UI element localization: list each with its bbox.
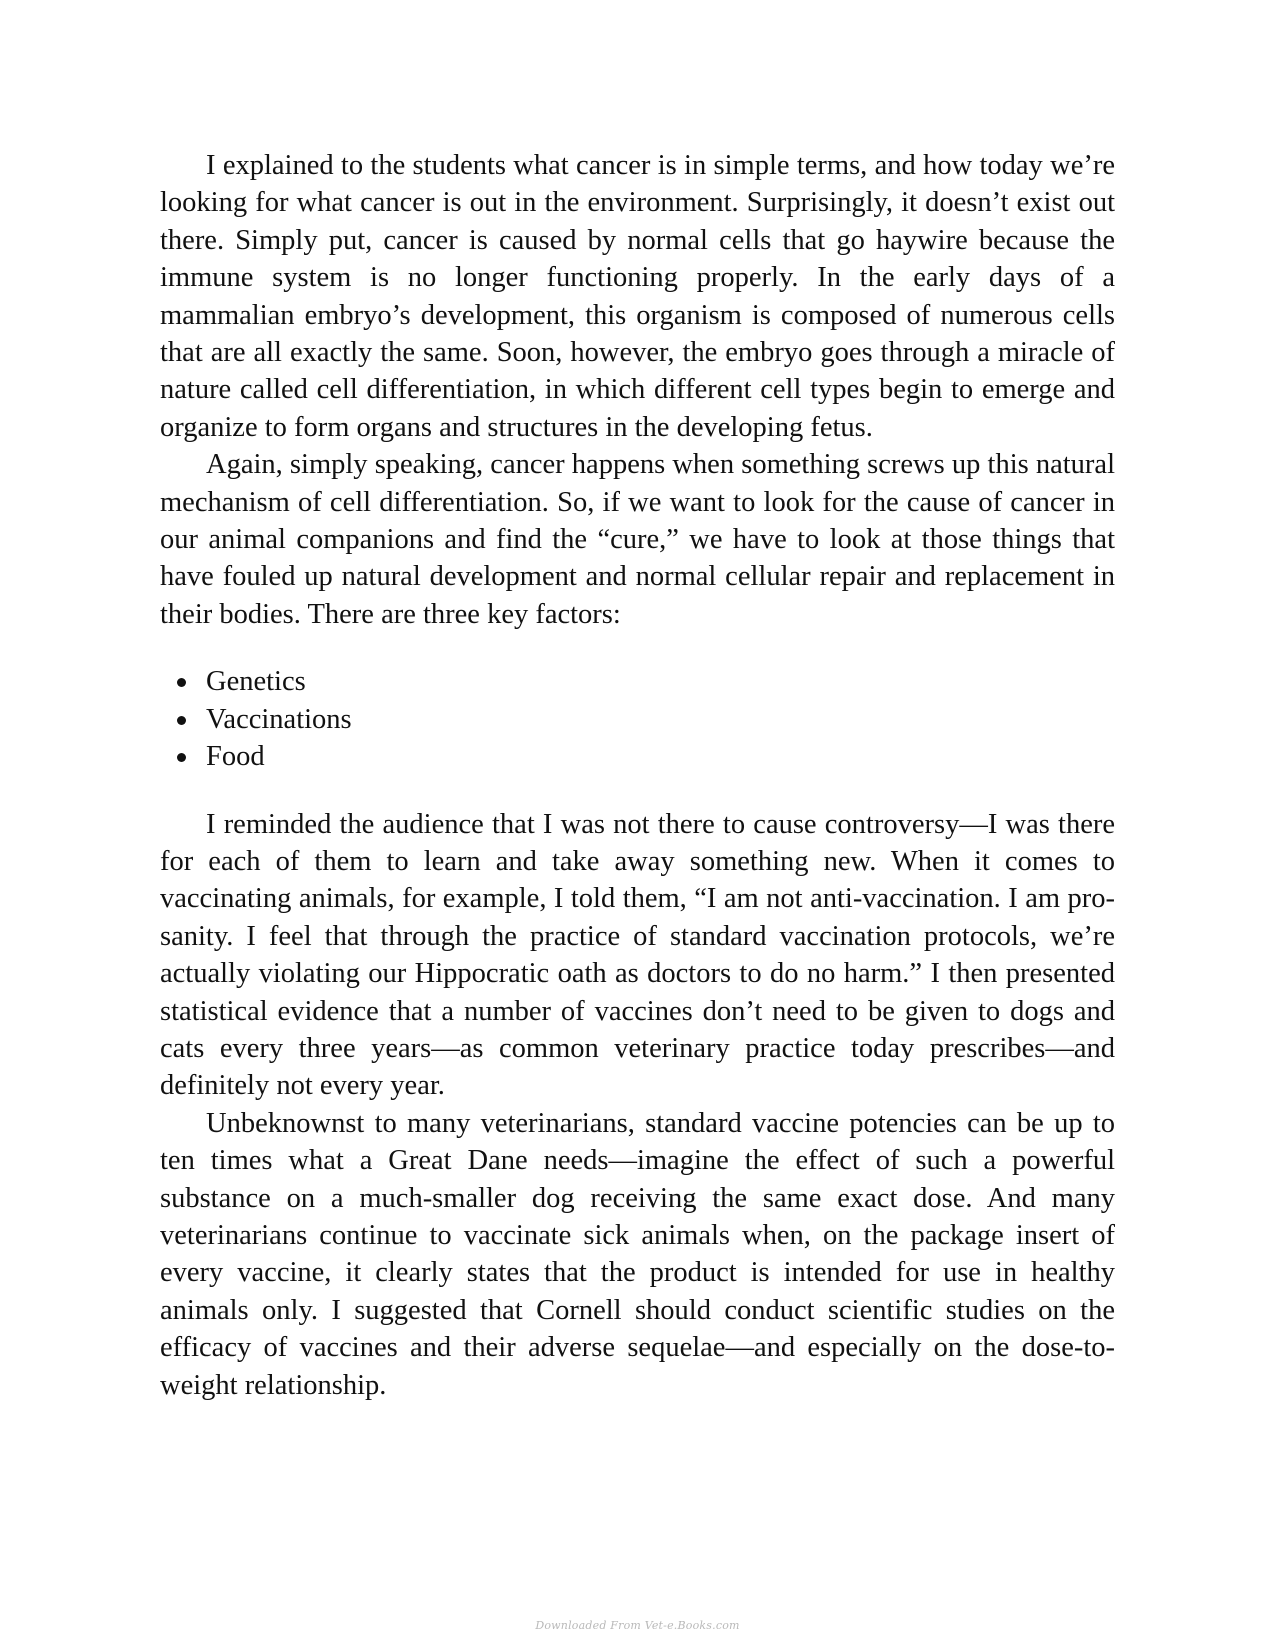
list-item	[206, 663, 1115, 700]
paragraph-cancer-explanation: I explained to the students what cancer is in simple terms, and how today we’re looking for what cancer is out in the environment. Surprisingly, it doesn’t exist out there. Simply put, cancer is caused by normal cells that go haywire because the immune system is no longer functioning properly. In the early days of a mammalian embryo’s development, this organism is composed of numerous cells that are all exactly the same. Soon, however, the embryo goes through a miracle of nature called cell differentiation, in which different cell types begin to emerge and organize to form organs and structures in the developing fetus.	[160, 150, 1115, 443]
paragraph-vaccine-potency: Unbeknownst to many veterinarians, standard vaccine potencies can be up to ten times what a Great Dane needs—imagine the effect of such a powerful substance on a much-smaller dog receiving the same exact dose. And many veterinarians continue to vaccinate sick animals when, on the package insert of every vaccine, it clearly states that the product is intended for use in healthy animals only. I suggested that Cornell should conduct scientific studies on the efficacy of vaccines and their adverse sequelae—and especially on the dose-to-weight relationship.	[160, 1107, 1115, 1401]
page-body	[160, 147, 1115, 1404]
list-item-text: Food	[206, 741, 265, 773]
list-item	[206, 701, 1115, 738]
bullet-icon	[177, 716, 186, 725]
bullet-icon	[177, 753, 186, 762]
list-item	[206, 738, 1115, 775]
download-watermark: Downloaded From Vet-e.Books.com	[535, 1619, 740, 1632]
list-item-text: Genetics	[206, 666, 306, 698]
key-factors-list	[160, 663, 1115, 775]
paragraph-cell-differentiation: Again, simply speaking, cancer happens when something screws up this natural mechanism of cell differentiation. So, if we want to look for the cause of cancer in our animal companions and find the “cure,” we have to look at those things that have fouled up natural development and normal cellular repair and replacement in their bodies. There are three key factors:	[160, 449, 1115, 630]
list-item-text: Vaccinations	[206, 703, 352, 735]
paragraph-vaccination: I reminded the audience that I was not there to cause controversy—I was there for each of them to learn and take away something new. When it comes to vaccinating animals, for example, I told them, “I am not anti-vaccination. I am pro-sanity. I feel that through the practice of standard vaccination protocols, we’re actually violating our Hippocratic oath as doctors to do no harm.” I then presented statistical evidence that a number of vaccines don’t need to be given to dogs and cats every three years—as common veterinary practice today prescribes—and definitely not every year.	[160, 808, 1115, 1102]
bullet-icon	[177, 678, 186, 687]
